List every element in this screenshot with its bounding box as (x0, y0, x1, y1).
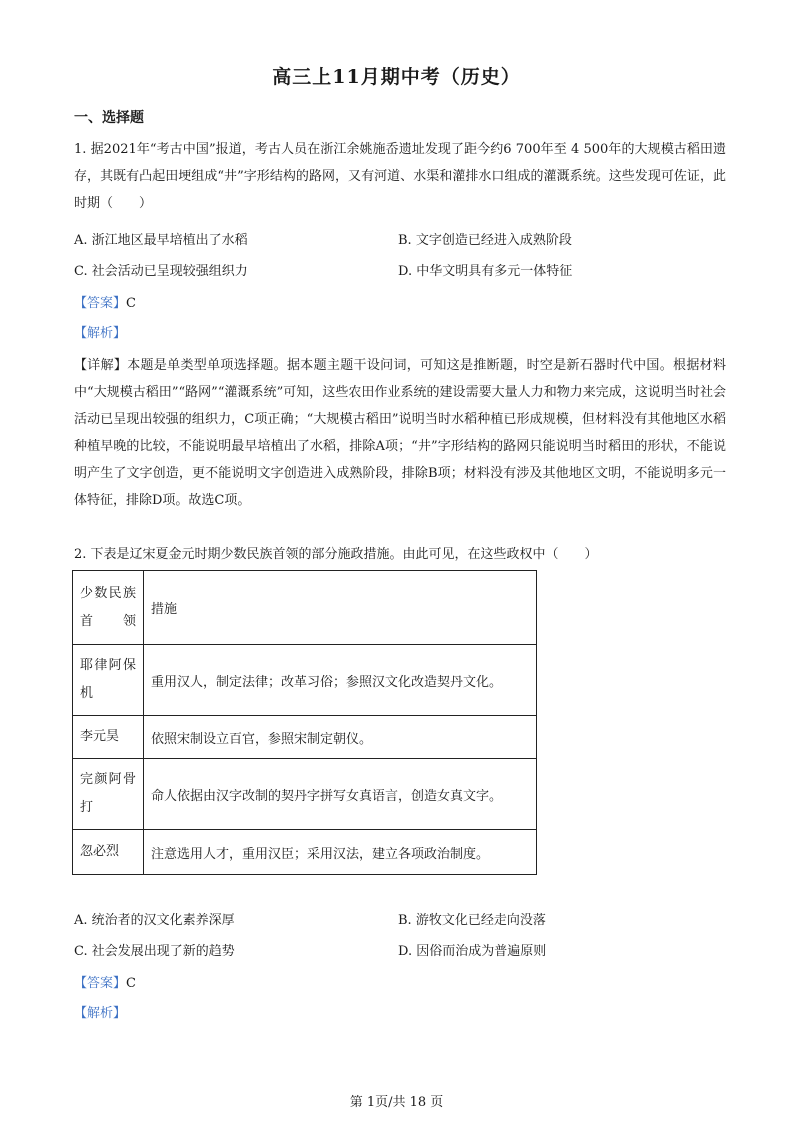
q1-detail-text: 本题是单类型单项选择题。据本题主题干设问词，可知这是推断题，时空是新石器时代中国。根据材料中“大规模古稻田”“路网”“灌溉系统”可知，这些农田作业系统的建设需要大量人力和物力来完成，这说明当时社会活动已呈现出较强的组织力，C项正确；“大规模古稻田”说明当时水稻种植已形成规模，但材料没有其他地区水稻种植早晚的比较，不能说明最早培植出了水稻，排除A项；“井”字形结构的路网只能说明当时稻田的形状，不能说明产生了文字创造，更不能说明文字创造进入成熟阶段，排除B项；材料没有涉及其他地区文明，不能说明多元一体特征，排除D项。故选C项。 (74, 358, 726, 508)
q2-analysis (74, 1004, 126, 1024)
q2-table (72, 570, 537, 875)
q1-answer-value: C (126, 296, 136, 311)
table-row (73, 716, 537, 759)
q1-analysis-tag: 【解析】 (74, 326, 127, 341)
q2-stem: 2. 下表是辽宋夏金元时期少数民族首领的部分施政措施。由此可见，在这些政权中（ ） (74, 547, 598, 562)
table-header-measures: 措施 (144, 571, 537, 645)
page-title: 高三上11月期中考（历史） (272, 66, 521, 88)
q1-analysis (74, 324, 126, 344)
q2-answer-value: C (126, 976, 136, 991)
q1-option-c: C. 社会活动已呈现较强组织力 (74, 264, 248, 279)
table-row (73, 759, 537, 830)
table-cell-measure: 依照宋制设立百官，参照宋制定朝仪。 (144, 716, 537, 759)
q1-option-a: A. 浙江地区最早培植出了水稻 (74, 233, 248, 248)
page-footer: 第 1页/共 18 页 (349, 1095, 444, 1110)
table-cell-measure: 重用汉人，制定法律；改革习俗；参照汉文化改造契丹文化。 (144, 645, 537, 716)
table-cell-leader: 李元昊 (73, 716, 144, 759)
table-cell-leader: 耶律阿保机 (73, 645, 144, 716)
section-heading: 一、选择题 (74, 110, 144, 126)
q2-answer-tag: 【答案】 (74, 976, 127, 991)
table-cell-measure: 命人依据由汉字改制的契丹字拼写女真语言，创造女真文字。 (144, 759, 537, 830)
q2-option-b: B. 游牧文化已经走向没落 (398, 913, 546, 928)
q1-answer-tag: 【答案】 (74, 296, 127, 311)
q1-detail (74, 352, 726, 514)
table-row (73, 645, 537, 716)
table-header-row (73, 571, 537, 645)
table-cell-measure: 注意选用人才，重用汉臣；采用汉法，建立各项政治制度。 (144, 830, 537, 875)
table-cell-leader: 完颜阿骨打 (73, 759, 144, 830)
q1-detail-tag: 【详解】 (74, 358, 128, 373)
q2-option-a: A. 统治者的汉文化素养深厚 (74, 913, 235, 928)
q2-option-c: C. 社会发展出现了新的趋势 (74, 944, 235, 959)
q1-stem: 1. 据2021年“考古中国”报道，考古人员在浙江余姚施岙遗址发现了距今约6 700年至 4 500年的大规模古稻田遗存，其既有凸起田埂组成“井”字形结构的路网，又有河道、水渠和灌排水口组成的灌溉系统。这些发现可佐证，此时期（ ） (74, 142, 726, 211)
table-row (73, 830, 537, 875)
q2-option-d: D. 因俗而治成为普遍原则 (398, 944, 547, 959)
q2-analysis-tag: 【解析】 (74, 1006, 127, 1021)
q1-option-b: B. 文字创造已经进入成熟阶段 (398, 233, 572, 248)
q2-answer (74, 974, 136, 994)
table-header-leader: 少数民族首领 (73, 571, 144, 645)
table-cell-leader: 忽必烈 (73, 830, 144, 875)
q1-option-d: D. 中华文明具有多元一体特征 (398, 264, 573, 279)
q1-answer (74, 294, 136, 314)
